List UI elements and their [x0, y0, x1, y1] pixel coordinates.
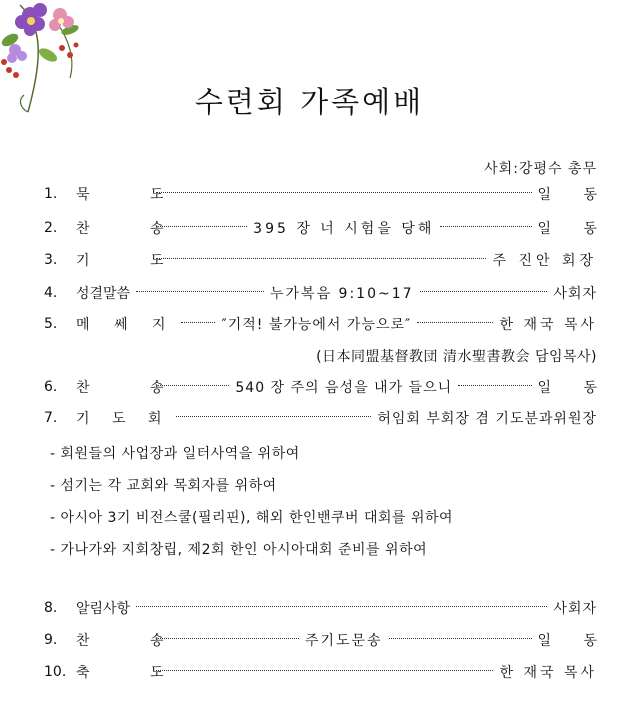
item-number: 1.	[44, 186, 58, 202]
prayer-topic: - 섬기는 각 교회와 목회자를 위하여	[50, 478, 277, 494]
item-label: 성결말씀	[76, 286, 131, 302]
item-leader: 허임회 부회장 겸 기도분과위원장	[377, 411, 597, 427]
leader-dots	[389, 638, 532, 639]
item-number: 10.	[44, 664, 67, 680]
item-number: 9.	[44, 632, 58, 648]
item-label: 찬 송	[76, 221, 192, 237]
item-leader: 사회자	[553, 286, 597, 302]
item-leader: 한 재국 목사	[499, 665, 597, 681]
prayer-topic: - 가나가와 지회창립, 제2회 한인 아시아대회 준비를 위하여	[50, 542, 428, 558]
leader-dots	[440, 226, 531, 227]
item-detail: 395 장 너 시험을 당해	[253, 221, 435, 237]
item-detail: 540 장 주의 음성을 내가 들으니	[235, 380, 453, 396]
program-item	[44, 598, 597, 618]
program-item	[44, 283, 597, 303]
item-label: 기 도	[76, 253, 192, 269]
item-leader: 주 진안 회장	[492, 253, 597, 269]
program-item	[44, 184, 611, 204]
leader-dots	[156, 638, 299, 639]
leader-dots	[136, 606, 547, 607]
leader-dots	[181, 322, 215, 323]
page-title: 수련회 가족예배	[194, 85, 425, 119]
item-label: 축 도	[76, 665, 192, 681]
leader-dots	[156, 670, 493, 671]
program-item	[44, 377, 611, 397]
leader-dots	[156, 385, 229, 386]
item-number: 7.	[44, 410, 58, 426]
item-leader: 일 동	[537, 380, 611, 396]
item-label: 묵 도	[76, 187, 192, 203]
item-number: 6.	[44, 379, 58, 395]
program-item	[44, 250, 597, 270]
item-label: 알림사항	[76, 601, 131, 617]
program-item	[44, 218, 612, 238]
item-label: 찬 송	[76, 633, 192, 649]
item-number: 8.	[44, 600, 58, 616]
item-number: 2.	[44, 220, 58, 236]
program-item	[44, 630, 611, 650]
leader-dots	[420, 291, 548, 292]
item-detail: 주기도문송	[304, 633, 383, 649]
leader-dots	[156, 258, 486, 259]
leader-dots	[156, 192, 532, 193]
item-number: 3.	[44, 252, 58, 268]
item-leader: 한 재국 목사	[499, 317, 597, 333]
prayer-topic: - 아시아 3기 비전스쿨(필리핀), 해외 한인밴쿠버 대회를 위하여	[50, 510, 454, 526]
item-label: 기 도 회	[76, 411, 171, 427]
presider-line: 사회:강평수 총무	[484, 161, 597, 177]
leader-dots	[176, 416, 371, 417]
item-detail: ″기적! 불가능에서 가능으로″	[221, 317, 412, 333]
item-detail: 누가복음 9:10~17	[270, 286, 414, 302]
leader-dots	[417, 322, 493, 323]
item-leader: 사회자	[553, 601, 597, 617]
leader-dots	[458, 385, 531, 386]
item-number: 5.	[44, 316, 58, 332]
leader-dots	[156, 226, 247, 227]
item-leader: 일 동	[537, 221, 612, 237]
item-5-affiliation: (日本同盟基督教団 清水聖書教会 담임목사)	[316, 349, 597, 365]
item-leader: 일 동	[537, 187, 611, 203]
leader-dots	[136, 291, 264, 292]
program-item	[44, 662, 597, 682]
item-label: 찬 송	[76, 380, 192, 396]
item-number: 4.	[44, 285, 58, 301]
item-label: 메 쎄 지	[76, 317, 176, 333]
item-leader: 일 동	[537, 633, 611, 649]
program-item	[44, 314, 597, 334]
program-item	[44, 408, 597, 428]
prayer-topic: - 회원들의 사업장과 일터사역을 위하여	[50, 446, 300, 462]
